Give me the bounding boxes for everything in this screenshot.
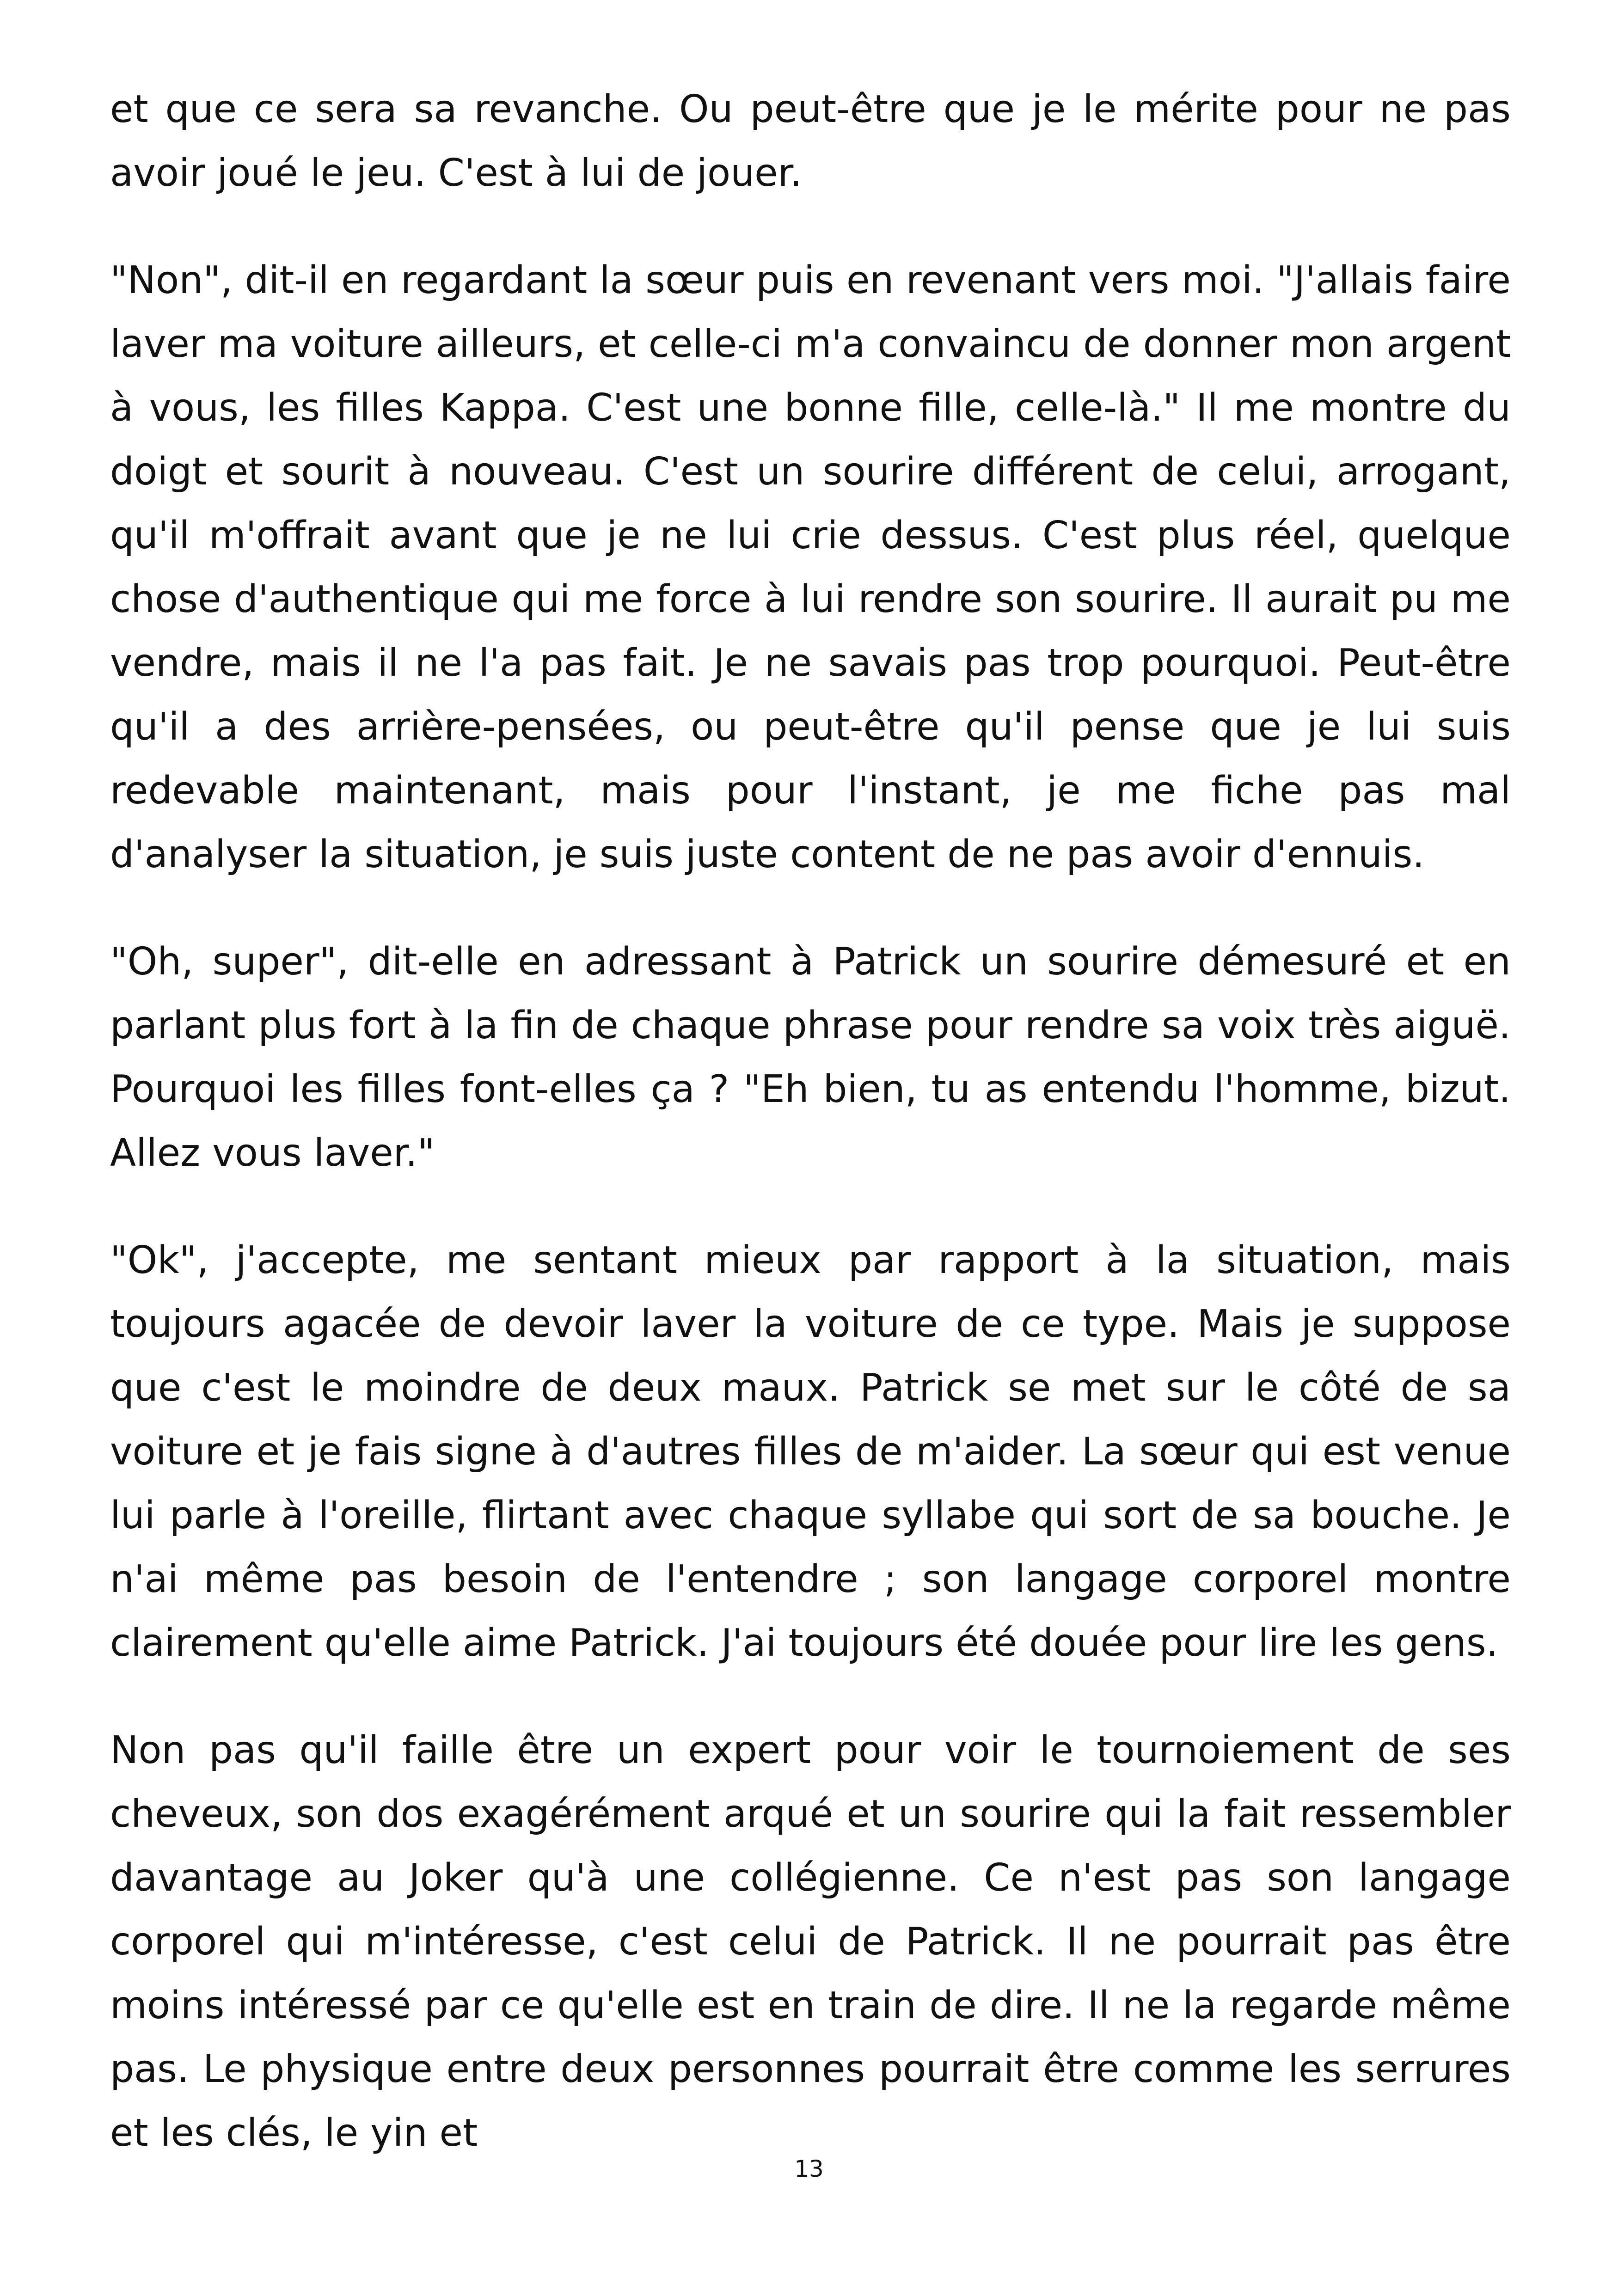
paragraph-5: Non pas qu'il faille être un expert pour voir le tournoiement de ses cheveux, son dos exagérément arqué et un sourire qui la fait ressembler davantage au Joker qu'à une collégienne. Ce n'est pas son langage corporel qui m'intéresse, c'est celui de Patrick. Il ne pourrait pas être moins intéressé par ce qu'elle est en train de dire. Il ne la regarde même pas. Le physique entre deux personnes pourrait être comme les serrures et les clés, le yin et bbox=[110, 1728, 1511, 2155]
paragraph-2: "Non", dit-il en regardant la sœur puis en revenant vers moi. "J'allais faire laver ma voiture ailleurs, et celle-ci m'a convaincu de donner mon argent à vous, les filles Kappa. C'est une bonne fille, celle-là." Il me montre du doigt et sourit à nouveau. C'est un sourire différent de celui, arrogant, qu'il m'offrait avant que je ne lui crie dessus. C'est plus réel, quelque chose d'authentique qui me force à lui rendre son sourire. Il aurait pu me vendre, mais il ne l'a pas fait. Je ne savais pas trop pourquoi. Peut-être qu'il a des arrière-pensées, ou peut-être qu'il pense que je lui suis redevable maintenant, mais pour l'instant, je me fiche pas mal d'analyser la situation, je suis juste content de ne pas avoir d'ennuis. bbox=[110, 258, 1511, 876]
paragraph-3: "Oh, super", dit-elle en adressant à Patrick un sourire démesuré et en parlant plus fort à la fin de chaque phrase pour rendre sa voix très aiguë. Pourquoi les filles font-elles ça ? "Eh bien, tu as entendu l'homme, bizut. Allez vous laver." bbox=[110, 940, 1511, 1175]
page-number: 13 bbox=[794, 2155, 824, 2182]
paragraph-4: "Ok", j'accepte, me sentant mieux par rapport à la situation, mais toujours agacée de devoir laver la voiture de ce type. Mais je suppose que c'est le moindre de deux maux. Patrick se met sur le côté de sa voiture et je fais signe à d'autres filles de m'aider. La sœur qui est venue lui parle à l'oreille, flirtant avec chaque syllabe qui sort de sa bouche. Je n'ai même pas besoin de l'entendre ; son langage corporel montre clairement qu'elle aime Patrick. J'ai toujours été douée pour lire les gens. bbox=[110, 1238, 1511, 1665]
page-body bbox=[110, 78, 1511, 2209]
paragraph-1: et que ce sera sa revanche. Ou peut-être que je le mérite pour ne pas avoir joué le jeu. C'est à lui de jouer. bbox=[110, 87, 1511, 195]
